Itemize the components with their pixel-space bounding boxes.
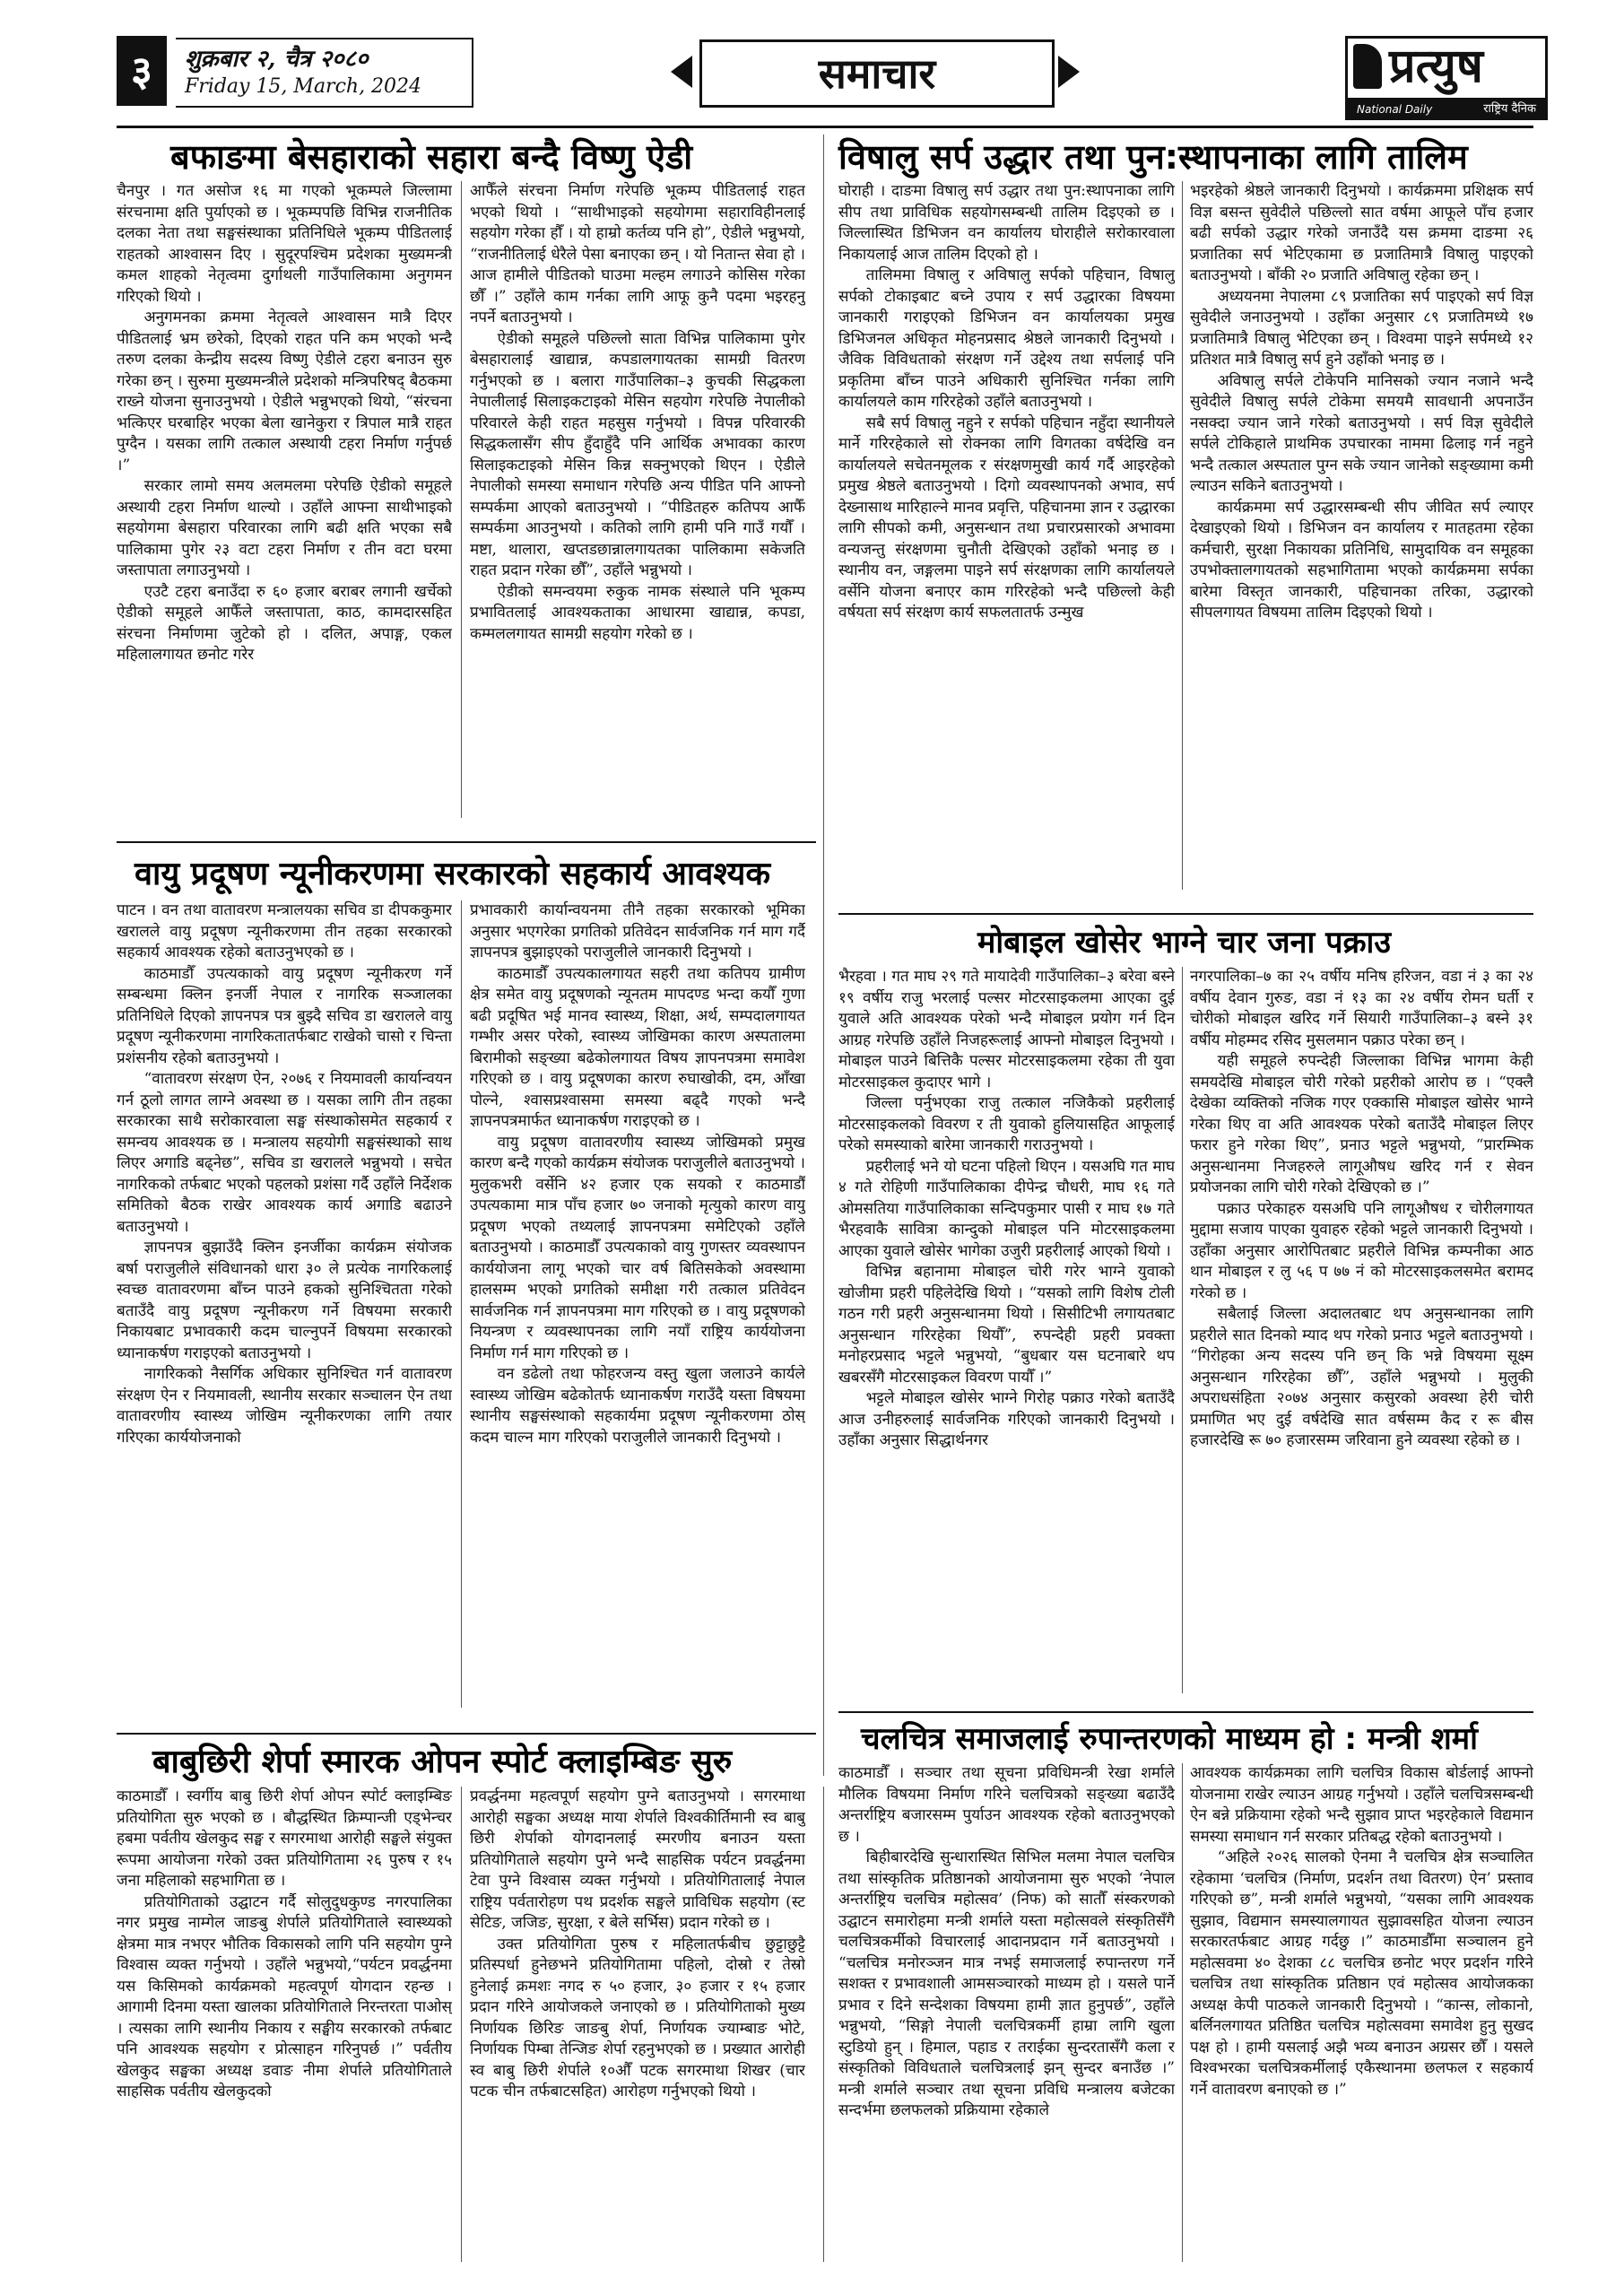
section-rule [838,1711,1533,1713]
article-paragraph: प्रतियोगिताको उद्घाटन गर्दै सोलुदुधकुण्ड नगरपालिका नगर प्रमुख नाम्गेल जाङबु शेर्पाले प्रतियोगिताले स्वास्थ्यको क्षेत्रमा मात्र नभएर भौतिक विकासको लागि पनि सहयोग पुग्ने विश्वास व्यक्त गर्नुभयो । उहाँले भन्नुभयो,“पर्यटन प्रवर्द्धनमा यस किसिमको कार्यक्रमको महत्वपूर्ण योगदान रहन्छ । आगामी दिनमा यस्ता खालका प्रतियोगिताले निरन्तरता पाओस् । त्यसका लागि स्थानीय निकाय र सङ्घीय सरकारको तर्फबाट पनि आवश्यक सहयोग र प्रोत्साहन गरिनुपर्छ ।” पर्वतीय खेलकुद सङ्घका अध्यक्ष डवाङ नीमा शेर्पाले प्रतियोगिताले साहसिक पर्वतीय खेलकुदको [117,1892,452,2100]
headline-mobile-theft-arrest: मोबाइल खोसेर भाग्ने चार जना पक्राउ [977,925,1391,961]
article-paragraph: काठमाडौँ उपत्यकालगायत सहरी तथा कतिपय ग्रामीण क्षेत्र समेत वायु प्रदूषणको न्यूनतम मापदण्ड भन्दा कयौँ गुणा बढी प्रदूषित भई मानव स्वास्थ्य, शिक्षा, अर्थ, सम्पदालगायत गम्भीर असर परेको, स्वास्थ्य जोखिमका कारण अस्पतालमा बिरामीको सङ्ख्या बढेकोलगायत विषय ज्ञापनपत्रमा समावेश गरिएको छ । वायु प्रदूषणका कारण रुघाखोकी, दम, आँखा पोल्ने, श्वासप्रश्वासमा समस्या बढ्दै गएको भन्दै ज्ञापनपत्रमार्फत ध्यानाकर्षण गराइएको छ । [470,964,805,1130]
article-paragraph: आवश्यक कार्यक्रमका लागि चलचित्र विकास बोर्डलाई आफ्नो योजनामा राखेर ल्याउन आग्रह गर्नुभयो । उहाँले चलचित्रसम्बन्धी ऐन बन्ने प्रक्रियामा रहेको भन्दै सुझाव प्राप्त भइरहेकाले विद्यमान समस्या समाधान गर्न सरकार प्रतिबद्ध रहेको बताउनुभयो । [1190,1764,1533,1846]
right-arrow-icon [1058,56,1080,88]
article-paragraph: भैरहवा । गत माघ २९ गते मायादेवी गाउँपालिका–३ बरेवा बस्ने १९ वर्षीय राजु भरलाई पल्सर मोटरसाइकलमा आएका दुई युवाले अति आवश्यक परेको भन्दै मोबाइल प्रयोग गर्न दिन आग्रह गरेपछि उहाँले निजहरूलाई आफ्नो मोबाइल दिनुभयो । मोबाइल पाउने बित्तिकै पल्सर मोटरसाइकलमा रहेका ती युवा मोटरसाइकल कुदाएर भागे । [838,968,1175,1091]
article-film-col-1 [838,1763,1175,2271]
article-paragraph: काठमाडौँ उपत्यकाको वायु प्रदूषण न्यूनीकरण गर्ने सम्बन्धमा क्लिन इनर्जी नेपाल र नागरिक सञ्जालका प्रतिनिधिले दिएको ज्ञापनपत्र पत्र बुझ्दै सचिव डा खरालले वायु प्रदूषण न्यूनीकरणमा नागरिकतातर्फबाट राखेको चासो र चिन्ता प्रशंसनीय रहेको बताउनुभयो । [117,964,452,1067]
article-paragraph: “वातावरण संरक्षण ऐन, २०७६ र नियमावली कार्यान्वयन गर्न ठूलो लागत लाग्ने अवस्था छ । यसका लागि तीन तहका सरकारका साथै सरोकारवाला सङ्घ संस्थाकोसमेत सहकार्य र समन्वय आवश्यक छ । मन्त्रालय सहयोगी सङ्घसंस्थाको साथ लिएर अगाडि बढ्नेछ”, सचिव डा खरालले भन्नुभयो । सचेत नागरिकको तर्फबाट भएको पहलको प्रशंसा गर्दै उहाँले निर्देशक समितिको बैठक राखेर आवश्यक कार्य अगाडि बढाउने बताउनुभयो । [117,1070,452,1236]
article-paragraph: भट्टले मोबाइल खोसेर भाग्ने गिरोह पक्राउ गरेको बताउँदै आज उनीहरुलाई सार्वजनिक गरिएको जानकारी दिनुभयो । उहाँका अनुसार सिद्धार्थनगर [838,1389,1175,1449]
article-paragraph: ज्ञापनपत्र बुझाउँदै क्लिन इनर्जीका कार्यक्रम संयोजक बर्षा पराजुलीले संविधानको धारा ३० ले प्रत्येक नागरिकलाई स्वच्छ वातावरणमा बाँच्न पाउने हकको सुनिश्चितता गरेको बताउँदै वायु प्रदूषण न्यूनीकरण गर्ने विषयमा सरकारी निकायबाट प्रभावकारी कदम चाल्नुपर्ने विषयमा सरकारको ध्यानाकर्षण गराइएको बताउनुभयो । [117,1239,452,1362]
section-rule [117,1733,816,1735]
newspaper-logo [1345,36,1548,120]
article-paragraph: जिल्ला पर्नुभएका राजु तत्काल नजिकैको प्रहरीलाई मोटरसाइकलको विवरण र ती युवाको हुलियासहित आफूलाई परेको समस्याको बारेमा जानकारी गराउनुभयो । [838,1094,1175,1154]
logo-subtitle-nepali: राष्ट्रिय दैनिक [1483,102,1536,116]
article-paragraph: अनुगमनका क्रममा नेतृत्वले आश्वासन मात्रै दिएर पीडितलाई भ्रम छरेको, दिएको राहत पनि कम भएको भन्दै तरुण दलका केन्द्रीय सदस्य विष्णु ऐडीले टहरा बनाउन सुरु गरेका छन् । सुरुमा मुख्यमन्त्रीले प्रदेशको मन्त्रिपरिषद् बैठकमा राख्ने योजना सुनाउनुभयो । ऐडीले भन्नुभएको थियो, “संरचना भत्किएर घरबाहिर भएका बेला खानेकुरा र त्रिपाल मात्रै राहत पुग्दैन । यसका लागि तत्काल अस्थायी टहरा निर्माण गर्नुपर्छ ।” [117,309,452,474]
page-center-divider [823,135,824,1776]
article-mobile-col-2 [1190,967,1533,1707]
dateline [176,38,473,108]
article-paragraph: सरकार लामो समय अलमलमा परेपछि ऐडीको समूहले अस्थायी टहरा निर्माण थाल्यो । उहाँले आफ्ना साथीभाइको सहयोगमा बेसहारा परिवारका लागि बढी क्षति भएका सबै पालिकामा पुगेर २३ वटा टहरा निर्माण र तीन वटा घरमा जस्तापाता लगाउनुभयो । [117,477,452,579]
article-paragraph: ऐडीको समन्वयमा रुकुक नामक संस्थाले पनि भूकम्प प्रभावितलाई आवश्यकताका आधारमा खाद्यान्न, कपडा, कम्मललगायत सामग्री सहयोग गरेको छ । [470,582,805,643]
article-pollution-col-2 [470,900,805,1726]
article-paragraph: यही समूहले रुपन्देही जिल्लाका विभिन्न भागमा केही समयदेखि मोबाइल चोरी गरेको प्रहरीको आरोप छ । “एक्लै देखेका व्यक्तिको नजिक गएर एक्कासि मोबाइल खोसेर भाग्ने गरेका थिए वा अति आवश्यक परेको बताउँदै मोबाइल लिएर फरार हुने गरेका थिए”, प्रनाउ भट्टले भन्नुभयो, “प्रारम्भिक अनुसन्धानमा निजहरुले लागूऔषध खरिद गर्न र सेवन प्रयोजनका लागि चोरी गरेको देखिएको छ ।” [1190,1052,1533,1196]
article-film-col-2 [1190,1763,1533,2271]
article-paragraph: एउटै टहरा बनाउँदा रु ६० हजार बराबर लगानी खर्चेको ऐडीको समूहले आफैँले जस्तापाता, काठ, कामदारसहित संरचना निर्माणमा जुटेको हो । दलित, अपाङ्ग, एकल महिलालगायत छनोट गरेर [117,582,452,664]
column-divider [461,1787,462,2262]
article-snake-col-1 [838,181,1175,908]
article-earthquake-col-1 [117,181,452,836]
article-paragraph: सबैलाई जिल्ला अदालतबाट थप अनुसन्धानका लागि प्रहरीले सात दिनको म्याद थप गरेको प्रनाउ भट्टले बताउनुभयो । “गिरोहका अन्य सदस्य पनि छन् कि भन्ने विषयमा सूक्ष्म अनुसन्धान गरिरहेका छौँ”, उहाँले भन्नुभयो । मुलुकी अपराधसंहिता २०७४ अनुसार कसुरको अवस्था हेरी चोरी प्रमाणित भए दुई वर्षदेखि सात वर्षसम्म कैद र रू बीस हजारदेखि रू ७० हजारसम्म जरिवाना हुने व्यवस्था रहेको छ । [1190,1305,1533,1449]
column-divider [1182,1763,1183,2262]
article-paragraph: घोराही । दाङमा विषालु सर्प उद्धार तथा पुन:स्थापनाका लागि सीप तथा प्राविधिक सहयोगसम्बन्धी तालिम दिइएको छ । जिल्लास्थित डिभिजन वन कार्यालय घोराहीले सरोकारवाला निकायलाई आज तालिम दिएको हो । [838,182,1175,264]
logo-subtitle-english: National Daily [1357,103,1433,116]
article-paragraph: अविषालु सर्पले टोकेपनि मानिसको ज्यान नजाने भन्दै सुवेदीले विषालु सर्पले टोकेमा समयमै सावधानी अपनाउँन नसक्दा ज्यान जाने गरेको बताउनुभयो । सर्प विज्ञ सुवेदीले सर्पले टोकिहाले प्राथमिक उपचारका नाममा ढिलाइ गर्न नहुने भन्दै तत्काल अस्पताल पुग्न सके ज्यान जानेको सङ्ख्यामा कमी ल्याउन सकिने बताउनुभयो । [1190,371,1533,495]
article-paragraph: काठमाडौँ । स्वर्गीय बाबु छिरी शेर्पा ओपन स्पोर्ट क्लाइम्बिङ प्रतियोगिता सुरु भएको छ । बौद्धस्थित क्रिम्पान्जी एड्भेन्चर हबमा पर्वतीय खेलकुद सङ्घ र सगरमाथा आरोही सङ्घले संयुक्त रूपमा आयोजना गरेको उक्त प्रतियोगितामा २६ पुरुष र १५ जना महिलाको सहभागिता छ । [117,1787,452,1890]
logo-banner [1348,98,1545,117]
article-paragraph: नगरपालिका–७ का २५ वर्षीय मनिष हरिजन, वडा नं ३ का २४ वर्षीय देवान गुरुङ, वडा नं १३ का २४ वर्षीय रोमन घर्ती र चोरीको मोबाइल खरिद गर्ने सियारी गाउँपालिका–३ बस्ने ३१ वर्षीय मोहम्मद रसिद मुसलमान पक्राउ परेका छन् । [1190,968,1533,1049]
article-paragraph: चैनपुर । गत असोज १६ मा गएको भूकम्पले जिल्लामा संरचनामा क्षति पुर्याएको छ । भूकम्पपछि विभिन्न राजनीतिक दलका नेता तथा सङ्घसंस्थाका प्रतिनिधिले भूकम्प पीडितलाई राहतको आश्वासन दिए । सुदूरपश्चिम प्रदेशका मुख्यमन्त्री कमल शाहको नेतृत्वमा दुर्गाथली गाउँपालिकामा अनुगमन गरिएको थियो । [117,182,452,306]
article-paragraph: भइरहेको श्रेष्ठले जानकारी दिनुभयो । कार्यक्रममा प्रशिक्षक सर्प विज्ञ बसन्त सुवेदीले पछिल्लो सात वर्षमा आफूले पाँच हजार बढी सर्पको उद्धार गरेको जनाउँदै यस क्रममा दाङमा २६ प्रजातिका सर्प भेटिएकामा छ प्रजातिमात्रै विषालु पाइएको बताउनुभयो । बाँकी २० प्रजाति अविषालु रहेका छन् । [1190,182,1533,284]
headline-air-pollution: वायु प्रदूषण न्यूनीकरणमा सरकारको सहकार्य आवश्यक [135,856,771,892]
article-paragraph: आफैँले संरचना निर्माण गरेपछि भूकम्प पीडितलाई राहत भएको थियो । “साथीभाइको सहयोगमा सहाराविहीनलाई सहयोग गरेका हौँ । यो हाम्रो कर्तव्य पनि हो”, ऐडीले भन्नुभयो, “राजनीतिलाई धेरैले पेसा बनाएका छन् । यो नितान्त सेवा हो । आज हामीले पीडितको घाउमा मल्हम लगाउने कोसिस गरेका छौँ ।” उहाँले काम गर्नका लागि आफू कुनै पदमा भइरहनु नपर्ने बताउनुभयो । [470,182,805,326]
article-earthquake-col-2 [470,181,805,836]
logo-title: प्रत्युष [1389,39,1483,93]
article-paragraph: कार्यक्रममा सर्प उद्धारसम्बन्धी सीप जीवित सर्प ल्याएर देखाइएको थियो । डिभिजन वन कार्यालय र मातहतमा रहेका कर्मचारी, सुरक्षा निकायका प्रतिनिधि, सामुदायिक वन समूहका उपभोक्तालगायतको सहभागितामा भएको कार्यक्रममा सर्पका बारेमा विस्तृत जानकारी, पहिचानका तरिका, उद्धारको सीपलगायत विषयमा तालिम दिइएको थियो । [1190,498,1533,622]
article-paragraph: “अहिले २०२६ सालको ऐनमा नै चलचित्र क्षेत्र सञ्चालित रहेकामा ‘चलचित्र (निर्माण, प्रदर्शन तथा वितरण) ऐन’ प्रस्ताव गरिएको छ”, मन्त्री शर्माले भन्नुभयो, “यसका लागि आवश्यक सुझाव, विद्यमान समस्यालगायत सुझावसहित योजना ल्याउन सरकारतर्फबाट आग्रह गर्दछु ।” काठमाडौँमा सञ्चालन हुने महोत्सवमा ४० देशका ८८ चलचित्र छनोट भएर प्रदर्शन गरिने चलचित्र तथा सांस्कृतिक प्रतिष्ठान एवं महोत्सव आयोजकका अध्यक्ष केपी पाठकले जानकारी दिनुभयो । “कान्स, लोकानो, बर्लिनलगायत प्रतिष्ठित चलचित्र महोत्सवमा समावेश हुनु सुखद पक्ष हो । हामी यसलाई अझै भव्य बनाउन अग्रसर छौँ । यसले विश्वभरका चलचित्रकर्मीलाई एकैस्थानमा छलफल र सहकार्य गर्ने वातावरण बनाएको छ ।” [1190,1848,1533,2099]
left-arrow-icon [671,56,692,88]
article-pollution-col-1 [117,900,452,1726]
section-title: समाचार [699,39,1055,108]
article-paragraph: ऐडीको समूहले पछिल्लो साता विभिन्न पालिकामा पुगेर बेसहारालाई खाद्यान्न, कपडालगायतका सामग्री वितरण गर्नुभएको छ । बलारा गाउँपालिका–३ कुचकी सिद्धकला नेपालीलाई सिलाइकटाइको मेसिन सहयोग गरेपछि नेपालीको परिवारले केही राहत महसुस गर्नुभयो । विपन्न परिवारकी सिद्धकलासँग सीप हुँदाहुँदै पनि आर्थिक अभावका कारण सिलाइकटाइको मेसिन किन्न सक्नुभएको थिएन । ऐडीले नेपालीको समस्या समाधान गरेपछि अन्य पीडित पनि आफ्नो सम्पर्कमा आएको बताउनुभयो । “पीडितहरु कतिपय आफैँ सम्पर्कमा आउनुभयो । कतिको लागि हामी पनि गाउँ गयौँ । मष्टा, थालारा, खप्तडछान्नालगायतका पालिकामा सकेजति राहत प्रदान गरेका छौँ”, उहाँले भन्नुभयो । [470,329,805,579]
section-rule [117,841,816,843]
article-climbing-col-2 [470,1787,805,2271]
section-rule [838,913,1533,915]
article-paragraph: नागरिकको नैसर्गिक अधिकार सुनिश्चित गर्न वातावरण संरक्षण ऐन र नियमावली, स्थानीय सरकार सञ्चालन ऐन तथा वातावरणीय स्वास्थ्य जोखिम न्यूनीकरणका लागि तयार गरिएका कार्ययोजनाको [117,1365,452,1447]
article-paragraph: अध्ययनमा नेपालमा ८९ प्रजातिका सर्प पाइएको सर्प विज्ञ सुवेदीले जनाउनुभयो । उहाँका अनुसार ८९ प्रजातिमध्ये १७ प्रजातिमात्रै विषालु भेटिएका छन् । विश्वमा पाइने सर्पमध्ये १२ प्रतिशत मात्रै विषालु सर्प हुने उहाँको भनाइ छ । [1190,287,1533,369]
date-english: Friday 15, March, 2024 [185,75,422,98]
column-divider [461,181,462,818]
article-climbing-col-1 [117,1787,452,2271]
article-paragraph: वन डढेलो तथा फोहरजन्य वस्तु खुला जलाउने कार्यले स्वास्थ्य जोखिम बढेकोतर्फ ध्यानाकर्षण गराउँदै यस्ता विषयमा स्थानीय सङ्घसंस्थाको सहकार्यमा प्रदूषण न्यूनीकरणमा ठोस् कदम चाल्न माग गरिएको पराजुलीले जानकारी दिनुभयो । [470,1365,805,1447]
article-paragraph: सबै सर्प विषालु नहुने र सर्पको पहिचान नहुँदा स्थानीयले मार्ने गरिरहेकाले सो रोक्नका लागि विगतका वर्षदेखि वन कार्यालयले सचेतनमूलक र संरक्षणमुखी कार्य गर्दै आइरहेको प्रमुख श्रेष्ठले बताउनुभयो । दिगो व्यवस्थापनको अभाव, सर्प देख्नासाथ मारिहाल्ने मानव प्रवृत्ति, पहिचानमा ज्ञान र उद्धारका लागि सीपको कमी, अनुसन्धान तथा प्रचारप्रसारको अभावमा वन्यजन्तु संरक्षणमा चुनौती देखिएको उहाँको भनाइ छ । स्थानीय वन, जङ्गलमा पाइने सर्प संरक्षणका लागि कार्यालयले वर्सेनि योजना बनाएर काम गरिरहेको भन्दै पछिल्लो केही वर्षयता सर्प संरक्षण कार्य सफलतातर्फ उन्मुख [838,413,1175,622]
headline-snake-rescue: विषालु सर्प उद्धार तथा पुन:स्थापनाका लागि तालिम [838,137,1468,177]
page-masthead [117,36,1536,117]
column-divider [1182,181,1183,890]
date-nepali: शुक्रबार २, चैत्र २०८० [185,46,369,73]
article-paragraph: प्रभावकारी कार्यान्वयनमा तीनै तहका सरकारको भूमिका अनुसार भएगरेका प्रगतिको प्रतिवेदन सार्वजनिक गर्न माग गर्दै ज्ञापनपत्र बुझाइएको पराजुलीले जानकारी दिनुभयो । [470,901,805,961]
article-paragraph: काठमाडौँ । सञ्चार तथा सूचना प्रविधिमन्त्री रेखा शर्माले मौलिक विषयमा निर्माण गरिने चलचित्रको सङ्ख्या बढाउँदै अन्तर्राष्ट्रिय बजारसम्म पुर्याउन आवश्यक रहेको बताउनुभएको छ । [838,1764,1175,1846]
article-paragraph: तालिममा विषालु र अविषालु सर्पको पहिचान, विषालु सर्पको टोकाइबाट बच्ने उपाय र सर्प उद्धारका विषयमा जानकारी गराइएको डिभिजन वन कार्यालयका प्रमुख डिभिजनल अधिकृत मोहनप्रसाद श्रेष्ठले जानकारी दिनुभयो । जैविक विविधताको संरक्षण गर्ने उद्देश्य तथा सर्पलाई पनि प्रकृतिमा बाँच्न पाउने अधिकारी सुनिश्चित गर्नका लागि कार्यालयले काम गरिरहेको उहाँले बताउनुभयो । [838,266,1175,411]
article-paragraph: प्रवर्द्धनमा महत्वपूर्ण सहयोग पुग्ने बताउनुभयो । सगरमाथा आरोही सङ्घका अध्यक्ष माया शेर्पाले विश्वकीर्तिमानी स्व बाबु छिरी शेर्पाको योगदानलाई स्मरणीय बनाउन यस्ता प्रतियोगिताले सहयोग पुग्ने भन्दै साहसिक पर्यटन प्रवर्द्धनमा टेवा पुग्ने विश्वास व्यक्त गर्नुभयो । प्रतियोगितालाई नेपाल राष्ट्रिय पर्वतारोहण पथ प्रदर्शक सङ्घले प्राविधिक सहयोग (स्ट सेटिङ, जजिङ, सुरक्षा, र बेले सर्भिस) प्रदान गरेको छ । [470,1787,805,1932]
article-mobile-col-1 [838,967,1175,1707]
article-paragraph: विभिन्न बहानामा मोबाइल चोरी गरेर भाग्ने युवाको खोजीमा प्रहरी पहिलेदेखि थियो । “यसको लागि विशेष टोली गठन गरी प्रहरी अनुसन्धानमा थियो । सिसीटिभी लगायतबाट अनुसन्धान गरिरहेका थियौँ”, रुपन्देही प्रहरी प्रवक्ता मनोहरप्रसाद भट्टले भन्नुभयो, “बुधबार यस घटनाबारे थप खबरसँगै मोटरसाइकल विवरण पायौँ ।” [838,1263,1175,1387]
article-paragraph: वायु प्रदूषण वातावरणीय स्वास्थ्य जोखिमको प्रमुख कारण बन्दै गएको कार्यक्रम संयोजक पराजुलीले बताउनुभयो । मुलुकभरी वर्सेनि ४२ हजार एक सयको र काठमाडौँ उपत्यकामा मात्र पाँच हजार ७० जनाको मृत्युको कारण वायु प्रदूषण भएको तथ्यलाई ज्ञापनपत्रमा समेटिएको उहाँले बताउनुभयो । काठमाडौँ उपत्यकाको वायु गुणस्तर व्यवस्थापन कार्ययोजना लागू भएको चार वर्ष बितिसकेको अवस्थामा हालसम्म भएको प्रगतिको समीक्षा गरी तत्काल प्रतिवेदन सार्वजनिक गर्न ज्ञापनपत्रमा माग गरिएको छ । वायु प्रदूषणको नियन्त्रण र व्यवस्थापनका लागि नयाँ राष्ट्रिय कार्ययोजना निर्माण गर्न माग गरिएको छ । [470,1133,805,1362]
article-paragraph: प्रहरीलाई भने यो घटना पहिलो थिएन । यसअघि गत माघ ४ गते रोहिणी गाउँपालिकाका दीपेन्द्र चौधरी, माघ १६ गते ओमसतिया गाउँपालिकाका सन्दिपकुमार पासी र माघ १७ गते भैरहवाकै सावित्रा कान्दुको मोबाइल पनि मोटरसाइकलमा आएका युवाले खोसेर भागेका उजुरी प्रहरीलाई आएको थियो । [838,1157,1175,1260]
headline-sport-climbing: बाबुछिरी शेर्पा स्मारक ओपन स्पोर्ट क्लाइम्बिङ सुरु [152,1744,733,1780]
article-paragraph: बिहीबारदेखि सुन्धारास्थित सिभिल मलमा नेपाल चलचित्र तथा सांस्कृतिक प्रतिष्ठानको आयोजनामा सुरु भएको ‘नेपाल अन्तर्राष्ट्रिय चलचित्र महोत्सव’ (निफ) को सातौँ संस्करणको उद्घाटन समारोहमा मन्त्री शर्माले यस्ता महोत्सवले संस्कृतिसँगै चलचित्रकर्मीको विचारलाई आदानप्रदान गर्ने बताउनुभयो । “चलचित्र मनोरञ्जन मात्र नभई समाजलाई रुपान्तरण गर्ने सशक्त र प्रभावशाली आमसञ्चारको माध्यम हो । यसले पार्ने प्रभाव र दिने सन्देशका विषयमा हामी ज्ञात हुनुपर्छ”, उहाँले भन्नुभयो, “सिङ्गो नेपाली चलचित्रकर्मी हाम्रा लागि खुला स्टुडियो हुन् । हिमाल, पहाड र तराईका सुन्दरतासँगै कला र संस्कृतिको विविधताले चलचित्रलाई झन् सुन्दर बनाउँछ ।” मन्त्री शर्माले सञ्चार तथा सूचना प्रविधि मन्त्रालय बजेटका सन्दर्भमा छलफलको प्रक्रियामा रहेकाले [838,1848,1175,2119]
headline-earthquake-relief: बफाङमा बेसहाराको सहारा बन्दै विष्णु ऐडी [170,137,693,177]
page-center-divider-lower [823,1787,824,2262]
page-number: ३ [117,36,167,106]
masthead-rule [117,126,1533,128]
article-snake-col-2 [1190,181,1533,908]
logo-mark-icon [1353,44,1382,89]
headline-film-festival: चलचित्र समाजलाई रुपान्तरणको माध्यम हो : मन्त्री शर्मा [861,1721,1478,1757]
column-divider [1182,967,1183,1693]
column-divider [461,900,462,1708]
article-paragraph: पाटन । वन तथा वातावरण मन्त्रालयका सचिव डा दीपककुमार खरालले वायु प्रदूषण न्यूनीकरणमा तीन तहका सरकारको सहकार्य आवश्यक रहेको बताउनुभएको छ । [117,901,452,961]
article-paragraph: उक्त प्रतियोगिता पुरुष र महिलातर्फबीच छुट्टाछुट्टै प्रतिस्पर्धा हुनेछभने प्रतियोगितामा पहिलो, दोस्रो र तेस्रो हुनेलाई क्रमशः नगद रु ५० हजार, ३० हजार र १५ हजार प्रदान गरिने आयोजकले जनाएको छ । प्रतियोगिताको मुख्य निर्णायक छिरिङ जाङबु शेर्पा, निर्णायक ज्याम्बाङ भोटे, निर्णायक पिम्बा तेन्जिङ शेर्पा रहनुभएको छ । प्रख्यात आरोही स्व बाबु छिरी शेर्पाले १०औँ पटक सगरमाथा शिखर (चार पटक चीन तर्फबाटसहित) आरोहण गर्नुभएको थियो । [470,1935,805,2100]
article-paragraph: पक्राउ परेकाहरु यसअघि पनि लागूऔषध र चोरीलगायत मुद्दामा सजाय पाएका युवाहरु रहेको भट्टले जानकारी दिनुभयो । उहाँका अनुसार आरोपितबाट प्रहरीले विभिन्न कम्पनीका आठ थान मोबाइल र लु ५६ प ७७ नं को मोटरसाइकलसमेत बरामद गरेको छ । [1190,1199,1533,1302]
